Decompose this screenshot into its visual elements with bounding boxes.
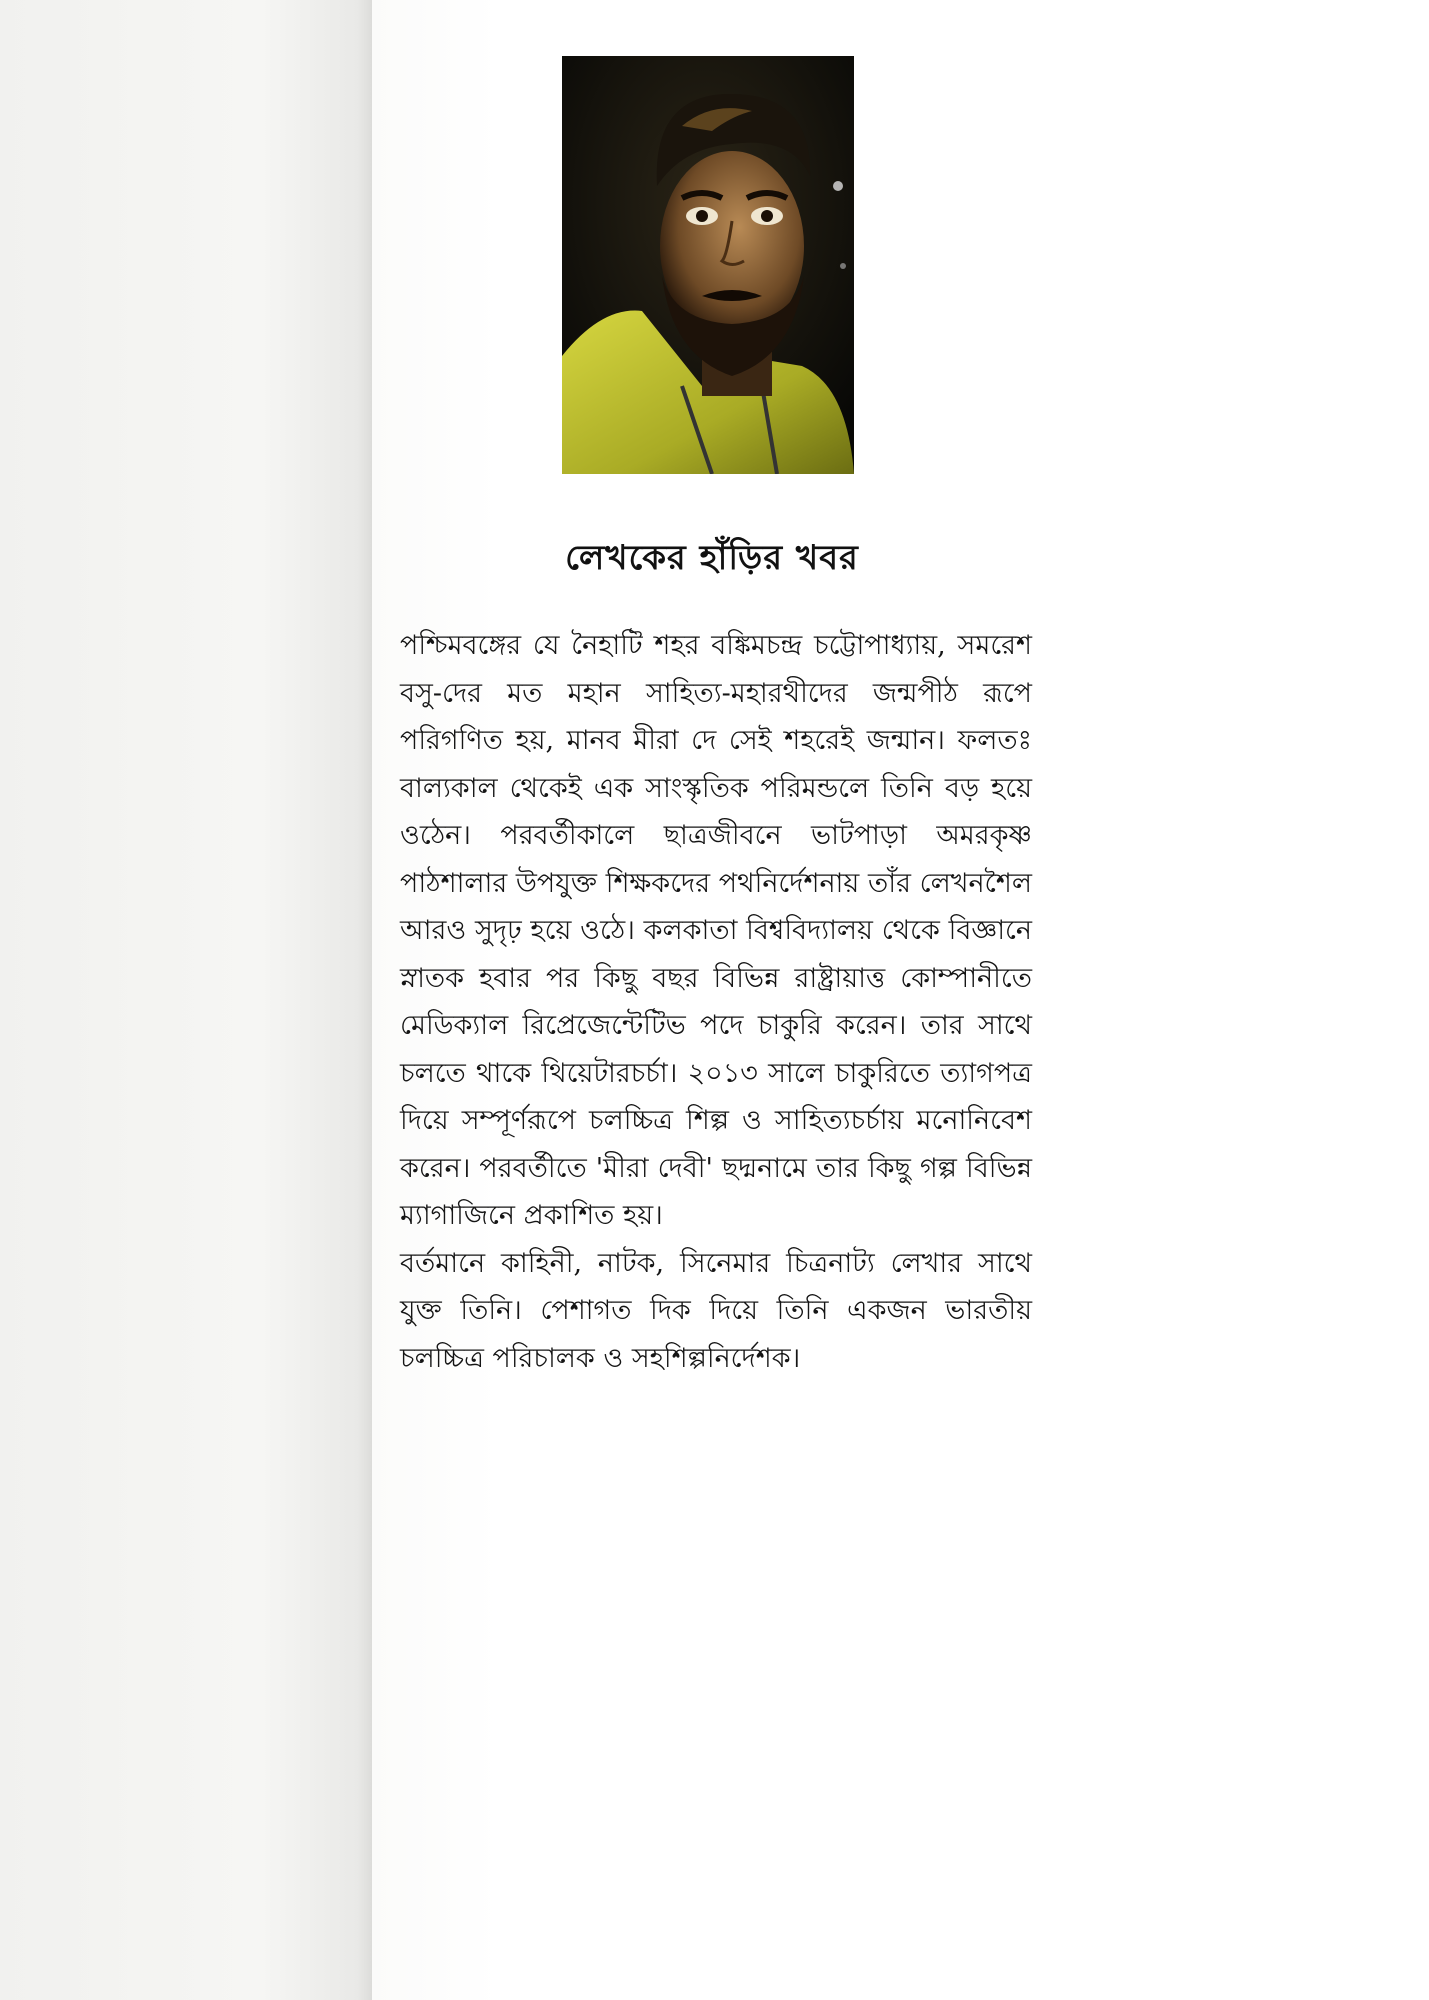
author-portrait-icon [562, 56, 854, 474]
author-biography [400, 622, 1032, 1382]
author-photo [562, 56, 854, 474]
book-gutter [0, 0, 372, 2000]
page-title: লেখকের হাঁড়ির খবর [565, 538, 859, 578]
biography-paragraph: পশ্চিমবঙ্গের যে নৈহাটি শহর বঙ্কিমচন্দ্র চট্টোপাধ্যায়, সমরেশ বসু-দের মত মহান সাহিত্য-মহারথীদের জন্মপীঠ রূপে পরিগণিত হয়, মানব মীরা দে সেই শহরেই জন্মান। ফলতঃ বাল্যকাল থেকেই এক সাংস্কৃতিক পরিমন্ডলে তিনি বড় হয়ে ওঠেন। পরবর্তীকালে ছাত্রজীবনে ভাটপাড়া অমরকৃষ্ণ পাঠশালার উপযুক্ত শিক্ষকদের পথনির্দেশনায় তাঁর লেখনশৈল আরও সুদৃঢ় হয়ে ওঠে। কলকাতা বিশ্ববিদ্যালয় থেকে বিজ্ঞানে স্নাতক হবার পর কিছু বছর বিভিন্ন রাষ্ট্রায়াত্ত কোম্পানীতে মেডিক্যাল রিপ্রেজেন্টেটিভ পদে চাকুরি করেন। তার সাথে চলতে থাকে থিয়েটারচর্চা। ২০১৩ সালে চাকুরিতে ত্যাগপত্র দিয়ে সম্পূর্ণরূপে চলচ্চিত্র শিল্প ও সাহিত্যচর্চায় মনোনিবেশ করেন। পরবর্তীতে 'মীরা দেবী' ছদ্মনামে তার কিছু গল্প বিভিন্ন ম্যাগাজিনে প্রকাশিত হয়। [400, 630, 1032, 1231]
biography-paragraph: বর্তমানে কাহিনী, নাটক, সিনেমার চিত্রনাট্য লেখার সাথে যুক্ত তিনি। পেশাগত দিক দিয়ে তিনি একজন ভারতীয় চলচ্চিত্র পরিচালক ও সহশিল্পনির্দেশক। [400, 1247, 1032, 1374]
